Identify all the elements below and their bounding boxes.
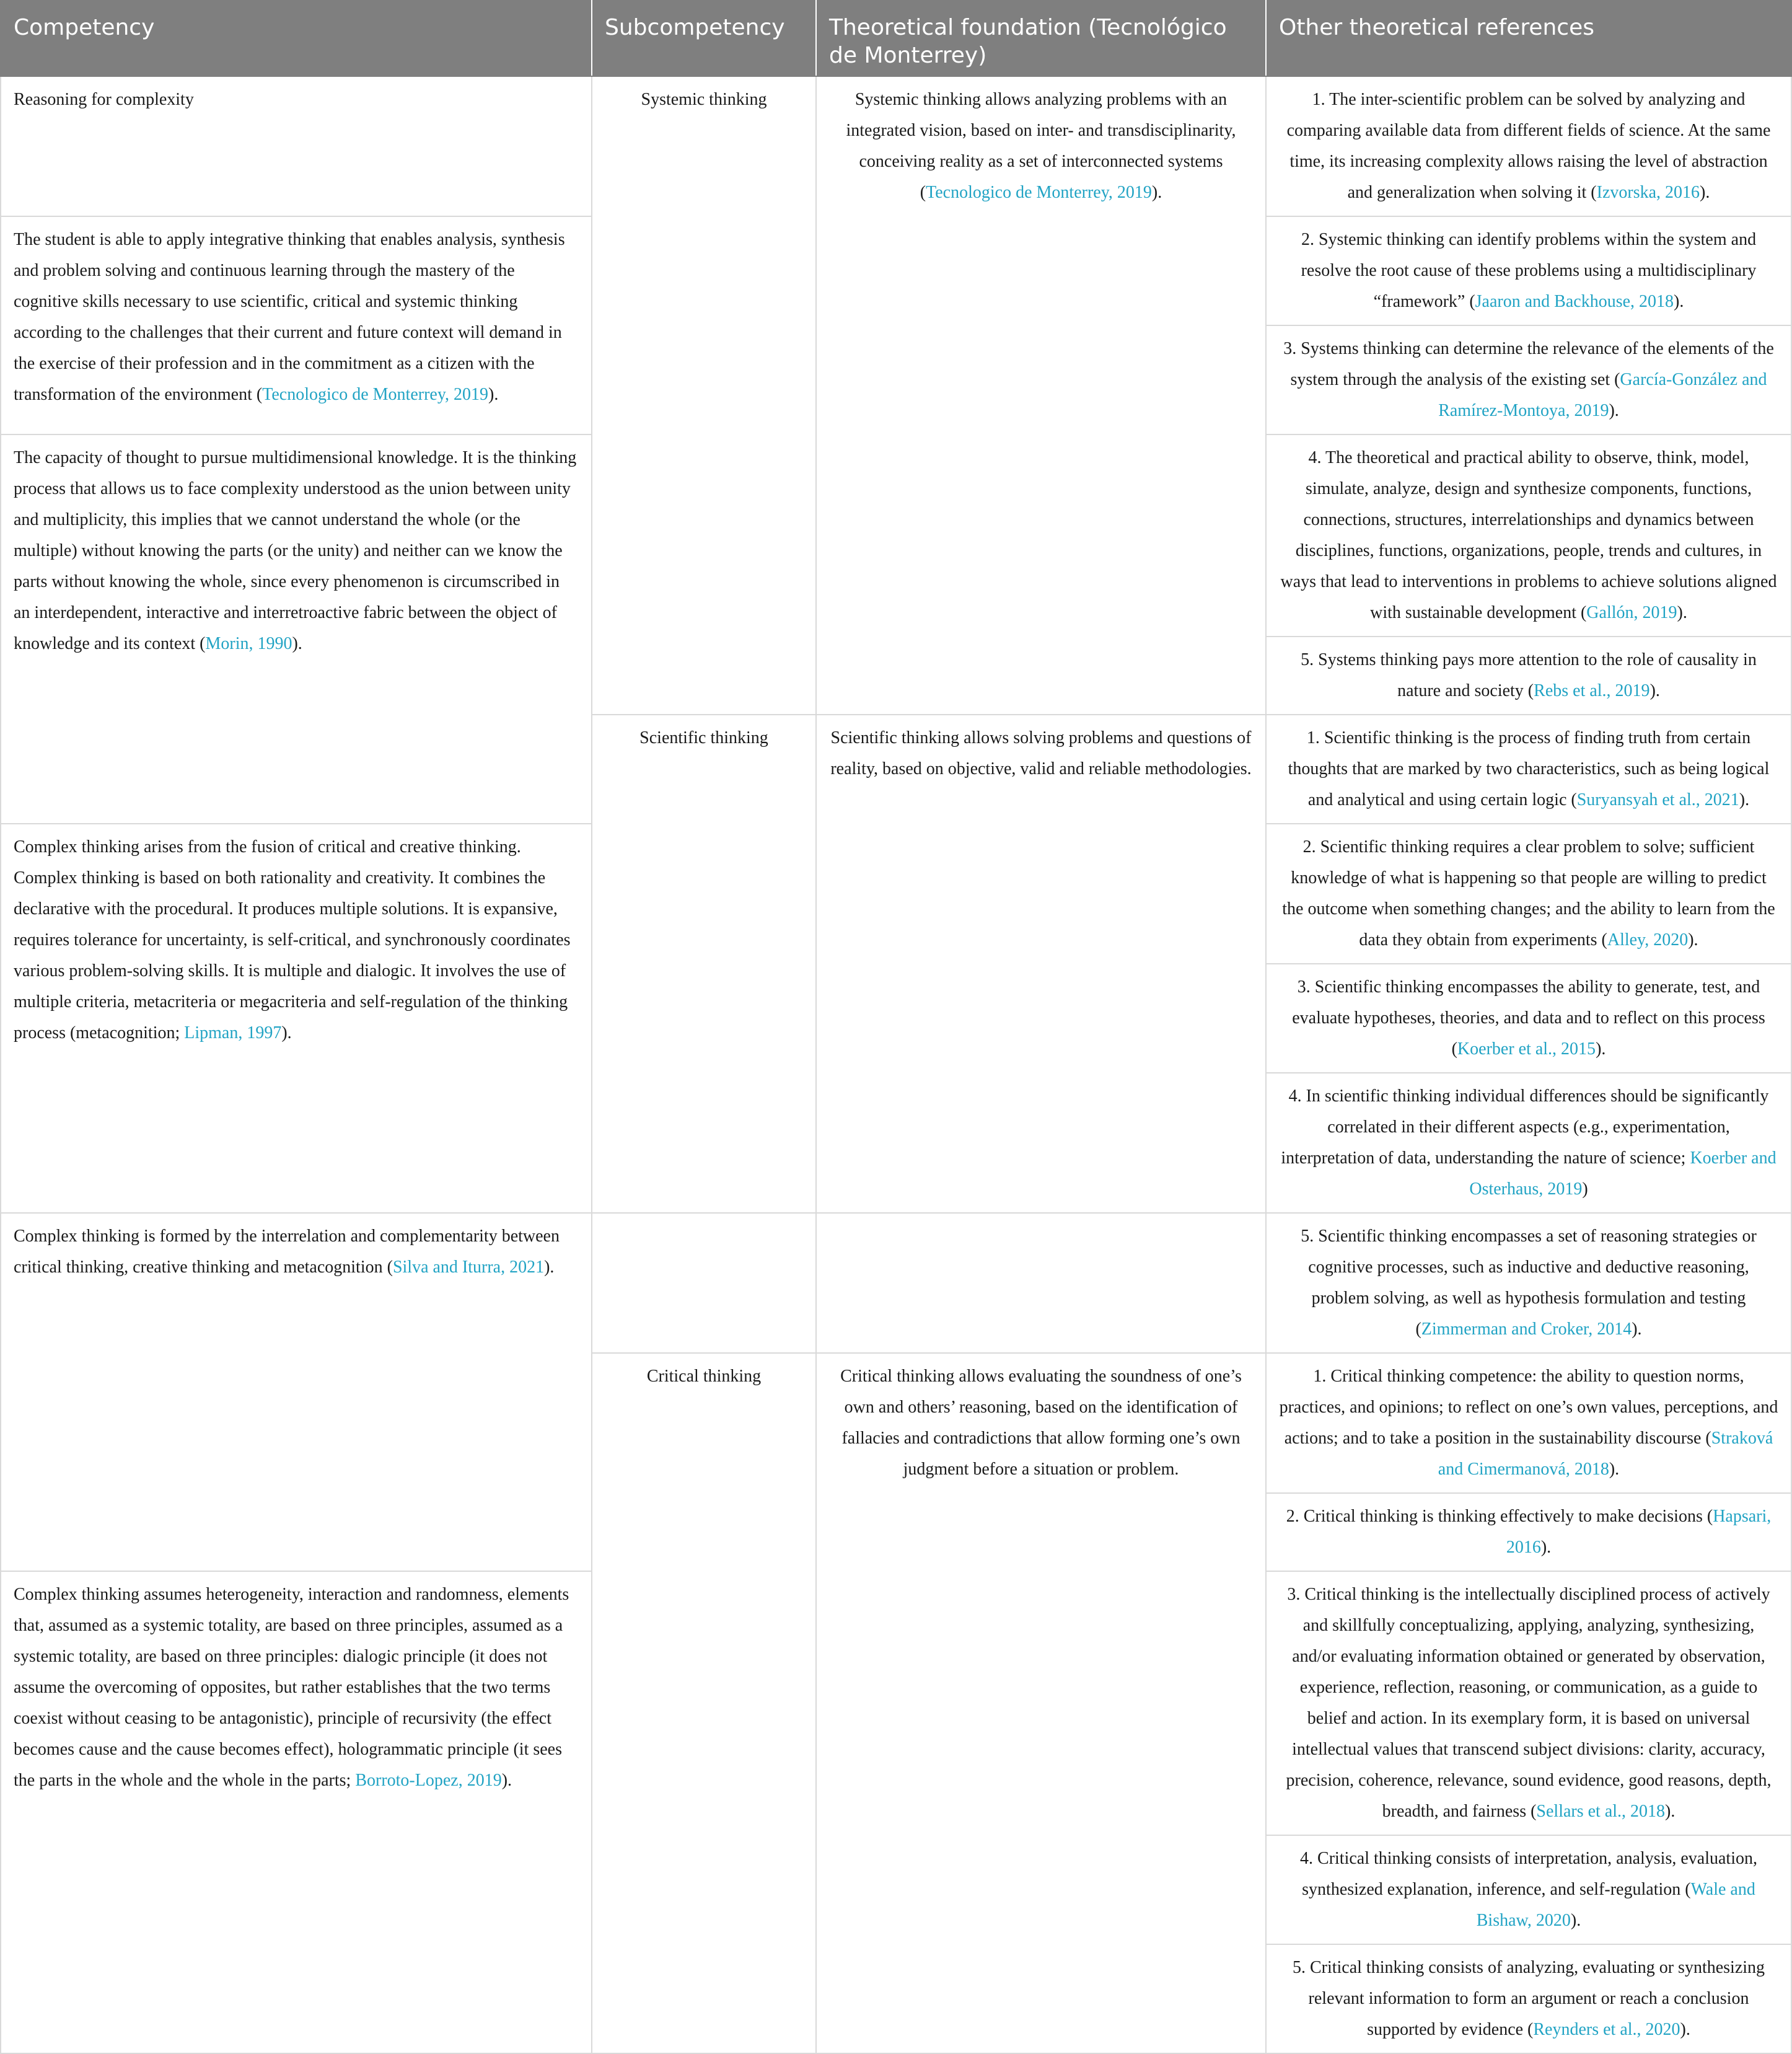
cell-text: ). [501, 1771, 512, 1790]
cell-text: ). [1649, 681, 1660, 700]
subcompetency-scientific: Scientific thinking [592, 715, 816, 1213]
cell-text: 2. Critical thinking is thinking effectively to make decisions ( [1286, 1507, 1713, 1526]
cell-text: ). [1739, 790, 1750, 809]
cell-text: ). [488, 385, 499, 404]
cell-text: 5. Systems thinking pays more attention to the role of causality in nature and society ( [1301, 650, 1757, 700]
citation-link[interactable]: Tecnologico de Monterrey, 2019 [926, 183, 1152, 202]
reference-cell [1266, 1493, 1791, 1571]
citation-link[interactable]: Morin, 1990 [205, 634, 292, 653]
table-row [1, 76, 1791, 216]
cell-text: The student is able to apply integrative thinking that enables analysis, synthesis and problem solving and continuous learning through the mastery of the cognitive skills necessary to use scientific, critical and systemic thinking according to the challenges that their current and future context will demand in the exercise of their profession and in the commitment as a citizen with the transformation of the environment ( [14, 230, 565, 404]
cell-text: The capacity of thought to pursue multidimensional knowledge. It is the thinking process that allows us to face complexity understood as the union between unity and multiplicity, this implies that we cannot understand the whole (or the multiple) without knowing the parts (or the unity) and neither can we know the parts without knowing the whole, since every phenomenon is circumscribed in an interdependent, interactive and interretroactive fabric between the object of knowledge and its context ( [14, 448, 577, 653]
cell-text: 5. Scientific thinking encompasses a set of reasoning strategies or cognitive processes, such as inductive and deductive reasoning, problem solving, as well as hypothesis formulation and testing ( [1301, 1227, 1757, 1339]
competency-cell [1, 216, 592, 434]
cell-text: 1. Critical thinking competence: the ability to question norms, practices, and opinions; to reflect on one’s own values, perceptions, and actions; and to take a position in the sustainability discourse ( [1279, 1367, 1778, 1448]
cell-text: ). [1688, 930, 1698, 950]
cell-text: ). [544, 1258, 555, 1277]
cell-text: 3. Scientific thinking encompasses the ability to generate, test, and evaluate hypotheses, theories, and data and to reflect on this process ( [1292, 977, 1765, 1059]
subcompetency-critical: Critical thinking [592, 1353, 816, 2053]
cell-text: ). [1570, 1911, 1581, 1930]
cell-text: 5. Critical thinking consists of analyzing, evaluating or synthesizing relevant information to form an argument or reach a conclusion supported by evidence ( [1292, 1958, 1765, 2039]
cell-text: Complex thinking arises from the fusion of critical and creative thinking. Complex thinking is based on both rationality and creativity. It combines the declarative with the procedural. It produces multiple solutions. It is expansive, requires tolerance for uncertainty, is self-critical, and synchronously coordinates various problem-solving skills. It is multiple and dialogic. It involves the use of multiple criteria, metacriteria or megacriteria and self-regulation of the thinking process (metacognition; [14, 837, 571, 1042]
reference-cell [1266, 434, 1791, 637]
cell-text: 3. Critical thinking is the intellectually disciplined process of actively and skillfully conceptualizing, applying, analyzing, synthesizing, and/or evaluating information obtained or generated by observation, experience, reflection, reasoning, or communication, as a guide to belief and action. In its exemplary form, it is based on universal intellectual values that transcend subject divisions: clarity, accuracy, precision, coherence, relevance, sound evidence, good reasons, depth, breadth, and fairness ( [1286, 1585, 1772, 1821]
cell-text: ). [1632, 1320, 1642, 1339]
cell-text: ). [1609, 1460, 1620, 1479]
reference-cell [1266, 325, 1791, 434]
cell-text: ). [292, 634, 302, 653]
citation-link[interactable]: Borroto-Lopez, 2019 [355, 1771, 502, 1790]
cell-text: 2. Systemic thinking can identify problems within the system and resolve the root cause of these problems using a multidisciplinary “framework” ( [1301, 230, 1757, 311]
citation-link[interactable]: Suryansyah et al., 2021 [1576, 790, 1739, 809]
citation-link[interactable]: Straková and Cimermanová, 2018 [1438, 1429, 1773, 1479]
foundation-critical [816, 1353, 1266, 2053]
cell-text: 4. The theoretical and practical ability to observe, think, model, simulate, analyze, design and synthesize components, functions, connections, structures, interrelationships and dynamics between disciplines, functions, organizations, people, trends and cultures, in ways that lead to interventions in problems to achieve solutions aligned with sustainable development ( [1280, 448, 1777, 622]
cell-text: ). [1151, 183, 1162, 202]
table-row [1, 1213, 1791, 1353]
citation-link[interactable]: Sellars et al., 2018 [1536, 1802, 1666, 1821]
cell-text: ) [1582, 1179, 1588, 1199]
cell-text: ). [1674, 292, 1684, 311]
citation-link[interactable]: Silva and Iturra, 2021 [392, 1258, 545, 1277]
cell-text: 2. Scientific thinking requires a clear problem to solve; sufficient knowledge of what is happening so that people are willing to predict the outcome when something changes; and the ability to learn from the data they obtain from experiments ( [1282, 837, 1775, 950]
cell-text: 3. Systems thinking can determine the relevance of the elements of the system through the analysis of the existing set ( [1283, 339, 1774, 389]
reference-cell [1266, 1571, 1791, 1835]
cell-text: 1. Scientific thinking is the process of finding truth from certain thoughts that are marked by two characteristics, such as being logical and analytical and using certain logic ( [1288, 728, 1770, 809]
empty-cell [816, 1213, 1266, 1353]
citation-link[interactable]: Jaaron and Backhouse, 2018 [1475, 292, 1674, 311]
reference-cell [1266, 964, 1791, 1073]
cell-text: ). [1680, 2020, 1690, 2039]
citation-link[interactable]: Koerber and Osterhaus, 2019 [1469, 1148, 1777, 1199]
reference-cell [1266, 1213, 1791, 1353]
citation-link[interactable]: Gallón, 2019 [1586, 603, 1677, 622]
reference-cell [1266, 715, 1791, 824]
cell-text: Reasoning for complexity [14, 90, 194, 109]
cell-text: ). [1665, 1802, 1676, 1821]
cell-text: ). [1540, 1538, 1552, 1557]
citation-link[interactable]: Izvorska, 2016 [1596, 183, 1700, 202]
citation-link[interactable]: Alley, 2020 [1607, 930, 1689, 950]
subcompetency-systemic: Systemic thinking [592, 76, 816, 715]
cell-text: Critical thinking allows evaluating the soundness of one’s own and others’ reasoning, based on the identification of fallacies and contradictions that allow forming one’s own judgment before a situation or problem. [840, 1367, 1242, 1479]
competency-cell [1, 76, 592, 216]
reference-cell [1266, 1073, 1791, 1213]
reference-cell [1266, 1353, 1791, 1493]
cell-text: 4. In scientific thinking individual differences should be significantly correlated in their different aspects (e.g., experimentation, interpretation of data, understanding the nature of science; [1281, 1087, 1769, 1168]
header-subcompetency: Subcompetency [592, 1, 816, 76]
citation-link[interactable]: Rebs et al., 2019 [1534, 681, 1650, 700]
foundation-systemic [816, 76, 1266, 715]
citation-link[interactable]: Zimmerman and Croker, 2014 [1421, 1320, 1632, 1339]
reference-cell [1266, 824, 1791, 964]
citation-link[interactable]: Tecnologico de Monterrey, 2019 [262, 385, 488, 404]
empty-cell [592, 1213, 816, 1353]
cell-text: ). [1700, 183, 1710, 202]
competency-cell [1, 1213, 592, 1571]
citation-link[interactable]: Hapsari, 2016 [1506, 1507, 1772, 1557]
citation-link[interactable]: Koerber et al., 2015 [1457, 1039, 1596, 1059]
citation-link[interactable]: Wale and Bishaw, 2020 [1476, 1880, 1755, 1930]
header-row [1, 1, 1791, 76]
cell-text: 4. Critical thinking consists of interpretation, analysis, evaluation, synthesized explanation, inference, and self-regulation ( [1300, 1849, 1757, 1899]
reference-cell [1266, 637, 1791, 715]
cell-text: ). [281, 1023, 292, 1042]
foundation-scientific [816, 715, 1266, 1213]
cell-text: ). [1596, 1039, 1606, 1059]
cell-text: ). [1609, 401, 1619, 420]
competency-cell [1, 1571, 592, 2053]
cell-text: Scientific thinking allows solving problems and questions of reality, based on objective, valid and reliable methodologies. [830, 728, 1252, 778]
citation-link[interactable]: García-González and Ramírez-Montoya, 2019 [1438, 370, 1767, 420]
cell-text: Complex thinking assumes heterogeneity, interaction and randomness, elements that, assumed as a systemic totality, are based on three principles, assumed as a systemic totality, are based on three principles: dialogic principle (it does not assume the overcoming of opposites, but rather establishes that the two terms coexist without ceasing to be antagonistic), principle of recursivity (the effect becomes cause and the cause becomes effect), hologrammatic principle (it sees the parts in the whole and the whole in the parts; [14, 1585, 569, 1790]
competency-cell [1, 824, 592, 1213]
citation-link[interactable]: Reynders et al., 2020 [1533, 2020, 1680, 2039]
cell-text: Complex thinking is formed by the interrelation and complementarity between critical thinking, creative thinking and metacognition ( [14, 1227, 560, 1277]
competency-cell [1, 434, 592, 824]
citation-link[interactable]: Lipman, 1997 [184, 1023, 282, 1042]
cell-text: ). [1677, 603, 1687, 622]
reference-cell [1266, 1944, 1791, 2053]
header-other: Other theoretical references [1266, 1, 1791, 76]
reference-cell [1266, 1835, 1791, 1944]
reference-cell [1266, 216, 1791, 325]
reference-cell [1266, 76, 1791, 216]
header-competency: Competency [1, 1, 592, 76]
cell-text: Systemic thinking allows analyzing problems with an integrated vision, based on inter- and transdisciplinarity, conceiving reality as a set of interconnected systems ( [846, 90, 1236, 202]
header-foundation: Theoretical foundation (Tecnológico de Monterrey) [816, 1, 1266, 76]
cell-text: 1. The inter-scientific problem can be solved by analyzing and comparing available data from different fields of science. At the same time, its increasing complexity allows raising the level of abstraction and generalization when solving it ( [1286, 90, 1771, 202]
